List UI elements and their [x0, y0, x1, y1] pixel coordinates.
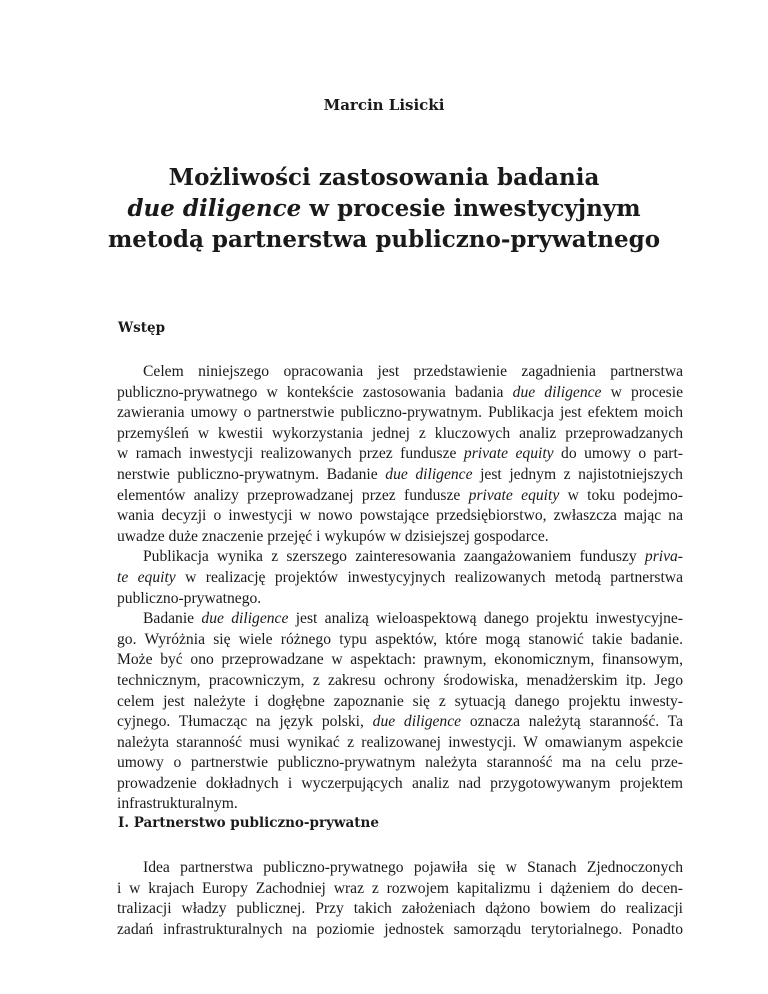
text-line: zadań infrastrukturalnych na poziomie jednostek samorządu terytorialnego. Ponadto — [117, 920, 683, 938]
section-heading-1: I. Partnerstwo publiczno-prywatne — [118, 815, 379, 831]
text-line: uwadze duże znaczenie przejęć i wykupów w dzisiejszej gospodarce. — [117, 527, 549, 545]
text-line: Celem niniejszego opracowania jest przedstawienie zagadnienia partnerstwa — [143, 363, 683, 380]
text-line: publiczno-prywatnego w kontekście zastosowania badania due diligence w procesie — [117, 383, 683, 401]
text-line: i w krajach Europy Zachodniej wraz z rozwojem kapitalizmu i dążeniem do decen- — [117, 879, 683, 897]
title-line-3: metodą partnerstwa publiczno-prywatnego — [107, 226, 661, 253]
text-line: go. Wyróżnia się wiele różnego typu aspektów, które mogą stanowić takie badanie. — [117, 630, 683, 648]
text-line: publiczno-prywatnego. — [117, 589, 262, 607]
paper-title — [60, 162, 708, 255]
section1-body — [117, 858, 683, 940]
text-line: celem jest należyte i dogłębne zapoznanie się z sytuacją danego projektu inwesty- — [117, 692, 683, 710]
text-line: prowadzenie dokładnych i wyczerpujących analiz nad przygotowywanym projektem — [117, 774, 683, 792]
text-line: w ramach inwestycji realizowanych przez fundusze private equity do umowy o part- — [117, 445, 684, 463]
title-line-2 — [60, 193, 708, 224]
text-line: nerstwie publiczno-prywatnym. Badanie due diligence jest jednym z najistotniejszych — [117, 465, 683, 483]
author-name: Marcin Lisicki — [323, 96, 445, 114]
title-line-1: Możliwości zastosowania badania — [168, 164, 600, 191]
text-line: wania decyzji o inwestycji w nowo powstające przedsiębiorstwo, zwłaszcza mając na — [117, 507, 683, 525]
text-line: technicznym, pracowniczym, z zakresu ochrony środowiska, menadżerskim itp. Jego — [117, 671, 683, 689]
text-line: zawierania umowy o partnerstwie publiczno-prywatnym. Publikacja jest efektem moich — [117, 404, 683, 422]
text-line: elementów analizy przeprowadzanej przez fundusze private equity w toku podejmo- — [117, 486, 683, 504]
text-line: tralizacji władzy publicznej. Przy takich założeniach dążono bowiem do realizacji — [117, 900, 683, 918]
text-line: Idea partnerstwa publiczno-prywatnego pojawiła się w Stanach Zjednoczonych — [143, 859, 683, 876]
text-line: Badanie due diligence jest analizą wieloaspektową danego projektu inwestycyjne- — [143, 610, 683, 628]
text-line: należyta staranność musi wynikać z realizowanej inwestycji. W omawianym aspekcie — [117, 733, 683, 751]
text-line: infrastrukturalnym. — [117, 795, 238, 813]
text-line: przemyśleń w kwestii wykorzystania jednej z kluczowych analiz przeprowadzanych — [117, 424, 683, 442]
title-line-2-rest: w procesie inwestycyjnym — [301, 195, 641, 222]
text-line: te equity w realizację projektów inwestycyjnych realizowanych metodą partnerstwa — [117, 568, 683, 586]
title-italic-term: due diligence — [127, 195, 302, 222]
text-line: Publikacja wynika z szerszego zainteresowania zaangażowaniem funduszy priva- — [143, 548, 683, 566]
intro-body — [117, 362, 683, 815]
text-line: Może być ono przeprowadzane w aspektach: prawnym, ekonomicznym, finansowym, — [117, 651, 683, 669]
section-heading-intro: Wstęp — [118, 320, 166, 336]
text-line: cyjnego. Tłumacząc na język polski, due diligence oznacza należytą staranność. Ta — [117, 713, 683, 731]
text-line: umowy o partnerstwie publiczno-prywatnym należyta staranność ma na celu prze- — [117, 754, 683, 772]
